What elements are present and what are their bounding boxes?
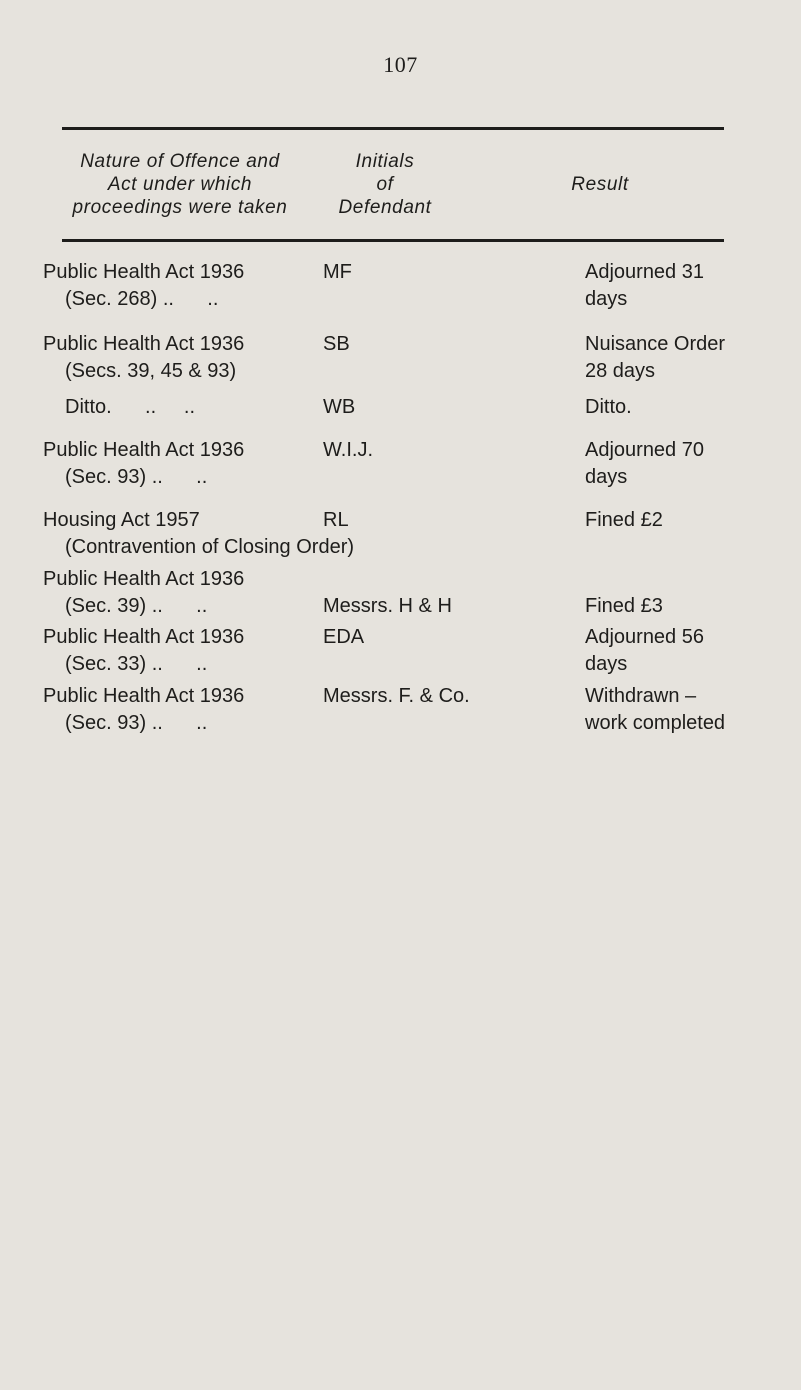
row-3-result bbox=[585, 394, 632, 421]
row-6-offence bbox=[43, 566, 244, 620]
row-1-offence bbox=[43, 259, 244, 313]
header-result bbox=[500, 173, 700, 196]
row-4-initials: W.I.J. bbox=[323, 439, 373, 461]
header-initials bbox=[300, 150, 470, 219]
header-offence bbox=[50, 150, 310, 219]
header-initials-line: Defendant bbox=[338, 197, 432, 218]
result-line: Adjourned 70 bbox=[585, 439, 704, 461]
row-2-result bbox=[585, 331, 725, 385]
header-bottom-rule bbox=[62, 239, 724, 242]
offence-line: (Sec. 33) .. .. bbox=[65, 653, 208, 675]
offence-line: Public Health Act 1936 bbox=[43, 685, 245, 707]
offence-line: (Secs. 39, 45 & 93) bbox=[65, 360, 237, 382]
offence-line: (Sec. 39) .. .. bbox=[65, 595, 208, 617]
offence-line: Public Health Act 1936 bbox=[43, 261, 245, 283]
result-line: Fined £3 bbox=[585, 595, 663, 617]
offence-line: Housing Act 1957 bbox=[43, 509, 200, 531]
result-line: Nuisance Order bbox=[585, 333, 726, 355]
result-line: Ditto. bbox=[585, 396, 632, 418]
row-5-initials: RL bbox=[323, 509, 349, 531]
row-4-result bbox=[585, 437, 704, 491]
header-result-line: Result bbox=[571, 174, 629, 195]
result-line: days bbox=[585, 288, 628, 310]
row-6-result bbox=[585, 593, 663, 620]
row-6-initials: Messrs. H & H bbox=[323, 595, 452, 617]
result-line: Fined £2 bbox=[585, 509, 663, 531]
row-2-initials: SB bbox=[323, 333, 350, 355]
row-8-offence bbox=[43, 683, 244, 737]
result-line: work completed bbox=[585, 712, 726, 734]
offence-line: Ditto. .. .. bbox=[65, 396, 196, 418]
row-8-initials: Messrs. F. & Co. bbox=[323, 685, 470, 707]
offence-line: (Sec. 93) .. .. bbox=[65, 466, 208, 488]
row-7-initials: EDA bbox=[323, 626, 365, 648]
result-line: Withdrawn – bbox=[585, 685, 697, 707]
result-line: Adjourned 31 bbox=[585, 261, 704, 283]
header-initials-line: Initials bbox=[355, 151, 415, 172]
header-offence-line: proceedings were taken bbox=[72, 197, 288, 218]
row-7-result bbox=[585, 624, 704, 678]
header-offence-line: Act under which bbox=[107, 174, 253, 195]
offence-line: Public Health Act 1936 bbox=[43, 568, 245, 590]
page-number: 107 bbox=[383, 52, 418, 77]
offence-line: (Sec. 93) .. .. bbox=[65, 712, 208, 734]
row-3-offence bbox=[65, 394, 195, 421]
result-line: Adjourned 56 bbox=[585, 626, 704, 648]
offence-line: Public Health Act 1936 bbox=[43, 333, 245, 355]
offence-line: Public Health Act 1936 bbox=[43, 626, 245, 648]
header-initials-line: of bbox=[376, 174, 394, 195]
result-line: days bbox=[585, 653, 628, 675]
row-7-offence bbox=[43, 624, 244, 678]
row-5-result bbox=[585, 507, 663, 534]
row-1-result bbox=[585, 259, 704, 313]
row-5-offence bbox=[43, 507, 354, 561]
row-1-initials: MF bbox=[323, 261, 352, 283]
row-8-result bbox=[585, 683, 725, 737]
result-line: days bbox=[585, 466, 628, 488]
row-4-offence bbox=[43, 437, 244, 491]
offence-line: (Sec. 268) .. .. bbox=[65, 288, 219, 310]
header-offence-line: Nature of Offence and bbox=[80, 151, 280, 172]
result-line: 28 days bbox=[585, 360, 656, 382]
row-3-initials: WB bbox=[323, 396, 356, 418]
header-top-rule bbox=[62, 127, 724, 130]
offence-line: (Contravention of Closing Order) bbox=[65, 536, 355, 558]
row-2-offence bbox=[43, 331, 244, 385]
offence-line: Public Health Act 1936 bbox=[43, 439, 245, 461]
